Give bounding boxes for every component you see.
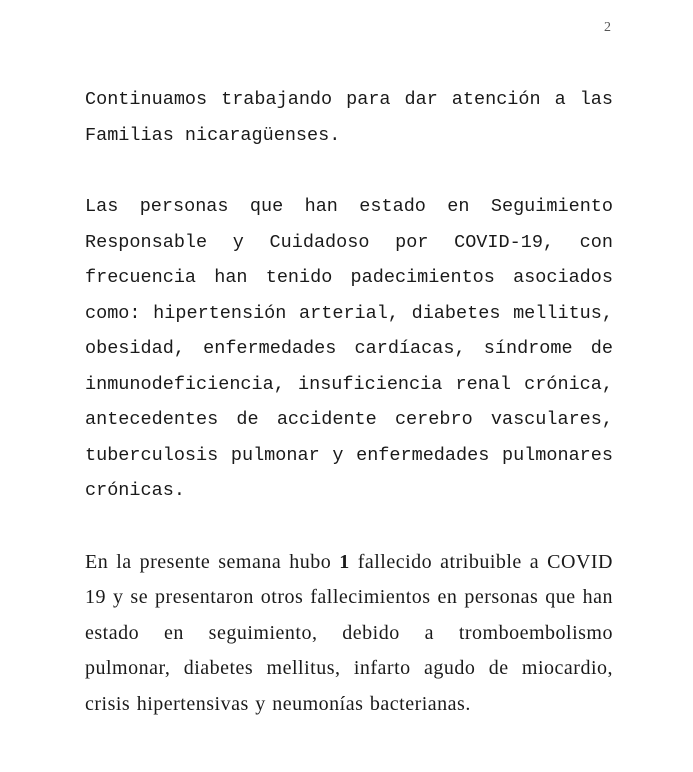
- page-number: 2: [604, 20, 611, 35]
- deaths-text-after: fallecido atribuible a COVID 19 y se presentaron otros fallecimientos en personas que han estado en seguimiento, debido a tromboembolismo pulmonar, diabetes mellitus, infarto agudo de miocardio, crisis hipertensivas y neumonías bacterianas.: [85, 550, 613, 715]
- paragraph-deaths: [85, 545, 613, 723]
- deaths-count: 1: [339, 550, 350, 573]
- paragraph-comorbidities: Las personas que han estado en Seguimiento Responsable y Cuidadoso por COVID-19, con frecuencia han tenido padecimientos asociados como: hipertensión arterial, diabetes mellitus, obesidad, enfermedades cardíacas, síndrome de inmunodeficiencia, insuficiencia renal crónica, antecedentes de accidente cerebro vasculares, tuberculosis pulmonar y enfermedades pulmonares crónicas.: [85, 196, 613, 501]
- paragraph-intro: Continuamos trabajando para dar atención a las Familias nicaragüenses.: [85, 89, 613, 146]
- deaths-text-before: En la presente semana hubo: [85, 550, 340, 573]
- document-body: [85, 82, 613, 722]
